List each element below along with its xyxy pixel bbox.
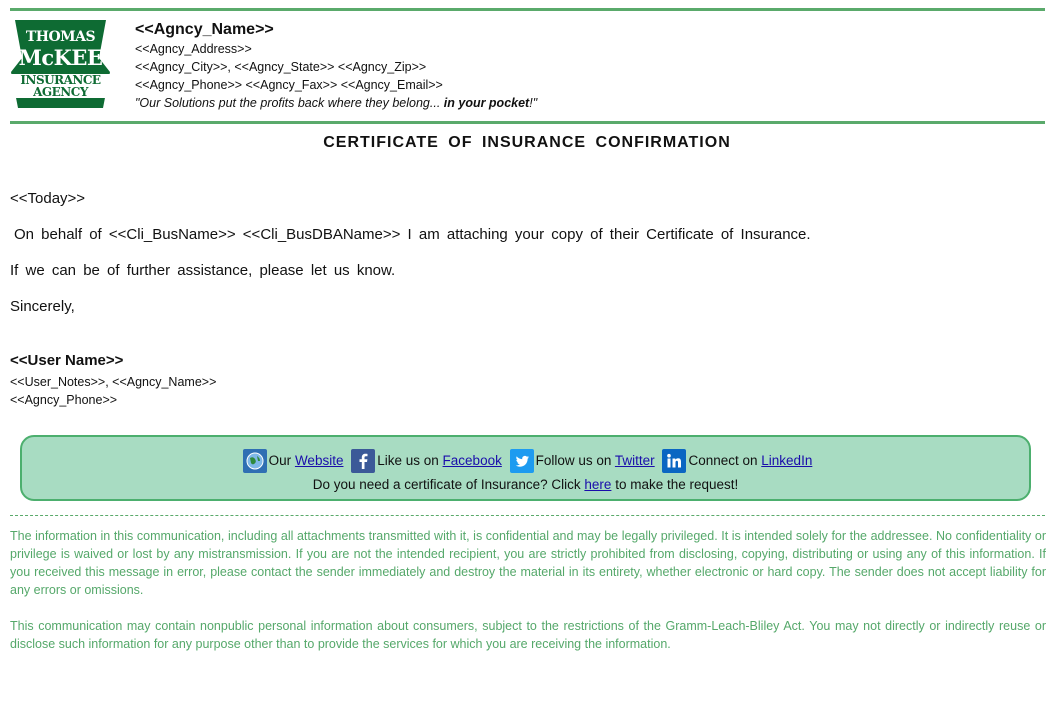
facebook-icon[interactable] [351,449,375,473]
signature-user-name: <<User Name>> [10,352,124,369]
header-bottom-rule [10,121,1045,124]
confidentiality-disclaimer: The information in this communication, including all attachments transmitted with it, is confidential and may be legally privileged. It is intended solely for the addressee. No confidentiality or privilege is waived or lost by any mistransmission. If you are not the intended recipient, you are strictly prohibited from disclosing, copying, distributing or using any of this information. If you received this message in error, please contact the sender immediately and destroy the material in its entirety, whether electronic or hard copy. The sender does not accept liability for any errors or omissions. [10,529,1046,597]
glba-disclaimer: This communication may contain nonpublic personal information about consumers, subject to the restrictions of the Gramm-Leach-Bliley Act. You may not directly or indirectly reuse or disclose such information for any purpose other than to provide the services for which you are receiving the information. [10,619,1046,651]
twitter-link[interactable]: Twitter [614,453,655,468]
logo-line-thomas: THOMAS [25,29,96,45]
agency-tagline [135,94,835,112]
follow-label: Follow us on [535,453,612,468]
logo-line-mckee: McKEE [18,45,103,70]
tagline-start: "Our Solutions put the profits back where they belong... [135,96,444,110]
certificate-request-row [22,477,1029,493]
request-here-link[interactable]: here [584,477,612,492]
website-link[interactable]: Website [294,453,344,468]
agency-name: <<Agncy_Name>> [135,21,274,38]
linkedin-icon[interactable] [662,449,686,473]
agency-address: <<Agncy_Address>> [135,42,252,56]
signature-user-notes: <<User_Notes>>, <<Agncy_Name>> [10,375,217,389]
social-links-box [20,435,1031,501]
agency-phone-fax-email: <<Agncy_Phone>> <<Agncy_Fax>> <<Agncy_Email>> [135,78,443,92]
facebook-link[interactable]: Facebook [442,453,502,468]
disclaimer-divider [10,515,1045,516]
twitter-icon[interactable] [510,449,534,473]
agency-info [135,20,835,112]
agency-city-state-zip: <<Agncy_City>>, <<Agncy_State>> <<Agncy_Zip>> [135,60,427,74]
our-label: Our [268,453,292,468]
tagline-end: !" [529,96,538,110]
letter-paragraph-1: On behalf of <<Cli_BusName>> <<Cli_BusDBAName>> I am attaching your copy of their Certificate of Insurance. [14,226,811,243]
request-text-end: to make the request! [615,477,739,492]
letter-closing: Sincerely, [10,298,75,315]
logo-line-insurance-agency: INSURANCE AGENCY [11,74,110,98]
document-title: CERTIFICATE OF INSURANCE CONFIRMATION [323,134,731,151]
tagline-bold: in your pocket [443,96,530,110]
like-label: Like us on [377,453,439,468]
agency-logo [11,20,110,108]
signature-phone: <<Agncy_Phone>> [10,393,118,407]
letter-date: <<Today>> [10,190,86,207]
social-links-row [22,449,1029,473]
request-text-start: Do you need a certificate of Insurance? Click [312,477,581,492]
linkedin-link[interactable]: LinkedIn [761,453,813,468]
connect-label: Connect on [688,453,758,468]
globe-icon[interactable] [243,449,267,473]
header-top-rule [10,8,1045,11]
letter-paragraph-2: If we can be of further assistance, please let us know. [10,262,396,279]
